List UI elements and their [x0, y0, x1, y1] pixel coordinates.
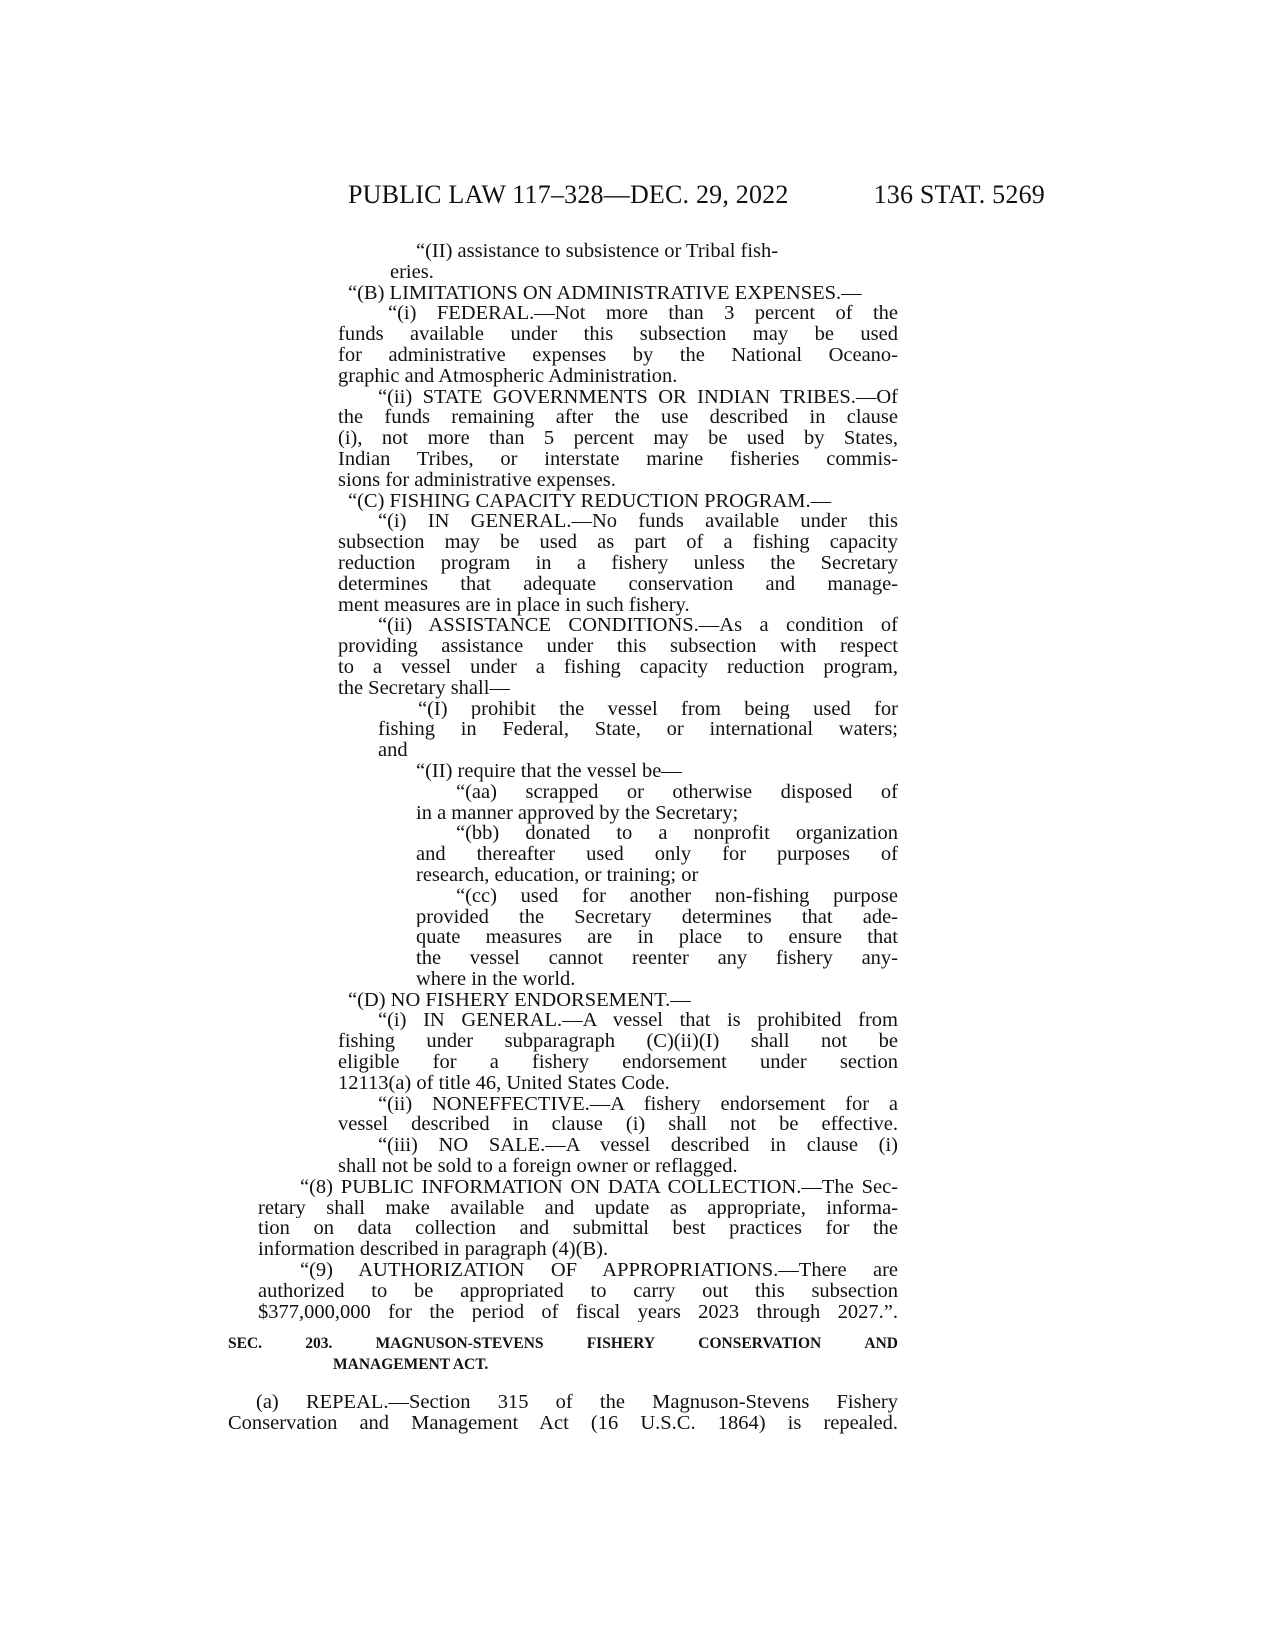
text-line: “(i) FEDERAL.—Not more than 3 percent of the [388, 303, 898, 325]
text-line: fishing under subparagraph (C)(ii)(I) shall not be [338, 1031, 898, 1053]
section-body [228, 1392, 898, 1434]
text-line: shall not be sold to a foreign owner or reflagged. [338, 1155, 738, 1178]
document-body [228, 241, 898, 1434]
text-line: $377,000,000 for the period of fiscal years 2023 through 2027.”. [258, 1301, 898, 1323]
text-line: and [378, 739, 408, 762]
text-line: quate measures are in place to ensure that [416, 927, 898, 949]
section-title-word: MAGNUSON-STEVENS [375, 1335, 544, 1353]
text-line: authorized to be appropriated to carry out this subsection [258, 1280, 898, 1302]
text-line: eries. [390, 260, 434, 283]
section-title-line2: MANAGEMENT ACT. [333, 1356, 489, 1374]
text-line: (i), not more than 5 percent may be used by States, [338, 428, 898, 449]
text-line: “(iii) NO SALE.—A vessel described in clause (i) [378, 1135, 898, 1157]
text-line: determines that adequate conservation and manage- [338, 573, 898, 595]
text-line: the Secretary shall— [338, 676, 510, 699]
text-line: “(9) AUTHORIZATION OF APPROPRIATIONS.—There are [300, 1260, 898, 1281]
text-line: “(I) prohibit the vessel from being used for [418, 698, 898, 720]
text-line: 12113(a) of title 46, United States Code. [338, 1071, 670, 1094]
text-line: “(II) require that the vessel be— [416, 759, 682, 782]
section-title-word: AND [864, 1335, 898, 1353]
text-line: “(ii) NONEFFECTIVE.—A fishery endorsement for a [378, 1093, 898, 1115]
text-line: to a vessel under a fishing capacity reduction program, [338, 656, 898, 678]
text-line: “(cc) used for another non-fishing purpose [456, 885, 898, 907]
text-line: provided the Secretary determines that ade- [416, 906, 898, 928]
text-line: “(II) assistance to subsistence or Tribal fish- [416, 240, 779, 262]
subparagraph-heading: “(B) LIMITATIONS ON ADMINISTRATIVE EXPENSES.— [348, 281, 862, 304]
section-title-word: FISHERY [586, 1335, 656, 1353]
text-line: Conservation and Management Act (16 U.S.C. 1864) is repealed. [228, 1412, 898, 1434]
text-line: the funds remaining after the use described in clause [338, 407, 898, 429]
text-line: subsection may be used as part of a fishing capacity [338, 532, 898, 553]
text-line: retary shall make available and update as appropriate, informa- [258, 1197, 898, 1219]
text-line: Indian Tribes, or interstate marine fisheries commis- [338, 448, 898, 470]
text-line: “(i) IN GENERAL.—No funds available under this [378, 511, 898, 533]
text-line: funds available under this subsection may be used [338, 324, 898, 345]
section-heading [228, 1334, 898, 1376]
text-line: “(ii) STATE GOVERNMENTS OR INDIAN TRIBES.—Of [378, 386, 898, 408]
text-line: graphic and Atmospheric Administration. [338, 364, 678, 387]
subparagraph-heading: “(D) NO FISHERY ENDORSEMENT.— [348, 988, 691, 1011]
text-line: the vessel cannot reenter any fishery any- [416, 948, 898, 969]
text-line: and thereafter used only for purposes of [416, 844, 898, 865]
text-line: “(ii) ASSISTANCE CONDITIONS.—As a condition of [378, 615, 898, 637]
section-title-word: CONSERVATION [698, 1335, 822, 1353]
text-line: where in the world. [416, 967, 576, 990]
text-line: vessel described in clause (i) shall not be effective. [338, 1114, 898, 1136]
text-line: research, education, or training; or [416, 863, 699, 886]
text-line: providing assistance under this subsection with respect [338, 636, 898, 657]
text-line: fishing in Federal, State, or international waters; [378, 719, 898, 741]
running-header-title: PUBLIC LAW 117–328—DEC. 29, 2022 [348, 180, 789, 209]
section-number: 203. [305, 1335, 333, 1353]
text-line: information described in paragraph (4)(B). [258, 1238, 609, 1261]
text-line: “(i) IN GENERAL.—A vessel that is prohibited from [378, 1010, 898, 1032]
text-line: “(8) PUBLIC INFORMATION ON DATA COLLECTION.—The Sec- [300, 1176, 898, 1198]
text-line: eligible for a fishery endorsement under section [338, 1052, 898, 1073]
text-line: sions for administrative expenses. [338, 468, 616, 491]
text-line: “(aa) scrapped or otherwise disposed of [456, 781, 898, 803]
text-line: in a manner approved by the Secretary; [416, 801, 739, 824]
text-line: “(bb) donated to a nonprofit organization [456, 823, 898, 845]
text-line: for administrative expenses by the National Oceano- [338, 344, 898, 366]
subparagraph-heading: “(C) FISHING CAPACITY REDUCTION PROGRAM.— [348, 489, 832, 512]
section-label: SEC. [228, 1335, 263, 1353]
running-header-stat-page: 136 STAT. 5269 [873, 180, 1045, 209]
text-line: reduction program in a fishery unless the Secretary [338, 552, 898, 574]
text-line: (a) REPEAL.—Section 315 of the Magnuson-Stevens Fishery [256, 1392, 898, 1413]
text-line: tion on data collection and submittal best practices for the [258, 1218, 898, 1240]
text-line: ment measures are in place in such fishery. [338, 593, 690, 616]
